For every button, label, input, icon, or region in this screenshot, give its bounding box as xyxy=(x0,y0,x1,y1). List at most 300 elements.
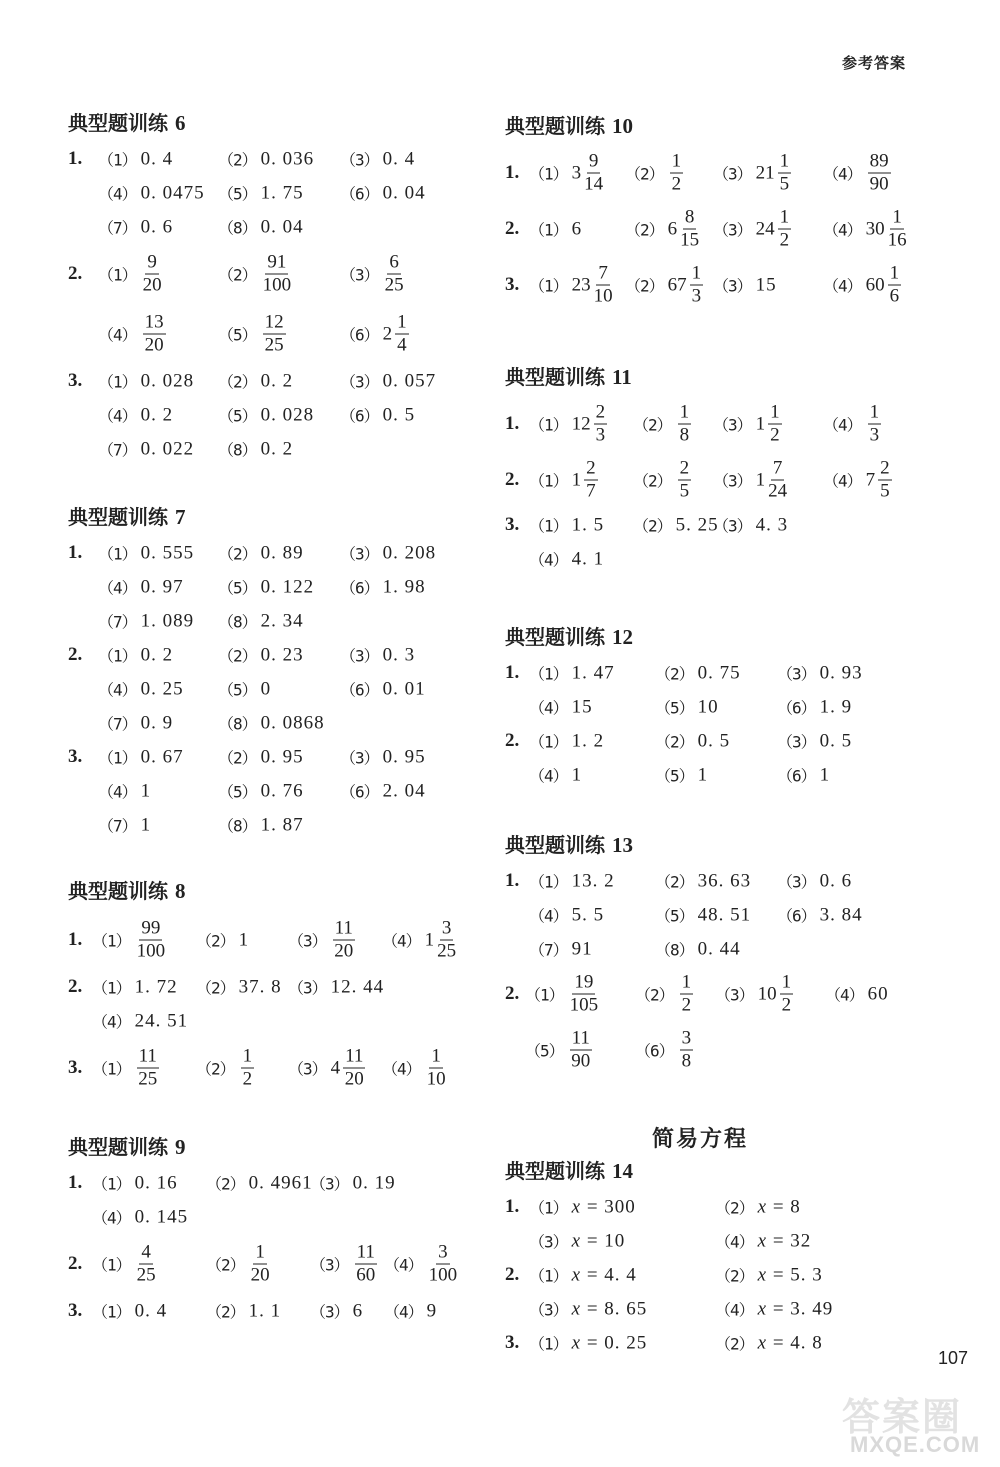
item-label: （7） xyxy=(98,218,137,238)
item-label: （2） xyxy=(655,872,694,892)
denominator: 20 xyxy=(250,1264,270,1286)
answer-value xyxy=(141,678,184,700)
answer-row xyxy=(68,706,325,740)
denominator: 8 xyxy=(681,1050,692,1072)
value-text: 0. 67 xyxy=(140,746,184,767)
numerator: 2 xyxy=(880,457,890,479)
item-label: （6） xyxy=(340,184,379,204)
answer-item xyxy=(340,644,415,667)
section-title-number: 12 xyxy=(611,625,633,649)
whole-number: 7 xyxy=(865,469,876,490)
numerator: 3 xyxy=(441,917,452,939)
answer-value xyxy=(141,182,205,204)
answer-value xyxy=(353,1300,364,1322)
answer-value xyxy=(758,1332,823,1354)
answer-value xyxy=(698,904,752,926)
section-title-number: 8 xyxy=(174,879,186,903)
item-label: （4） xyxy=(382,1059,421,1079)
item-label: （1） xyxy=(98,265,137,285)
variable-x: x xyxy=(571,1298,582,1319)
numerator: 89 xyxy=(869,150,889,172)
item-label: （7） xyxy=(98,612,137,632)
answer-value xyxy=(698,764,709,786)
answer-item xyxy=(529,662,615,685)
value-text: 1. 47 xyxy=(571,662,615,683)
item-label: （4） xyxy=(98,406,137,426)
value-text: 1. 98 xyxy=(382,576,426,597)
answer-item xyxy=(92,1206,188,1229)
answer-item xyxy=(525,1028,594,1073)
answer-value xyxy=(698,938,741,960)
denominator: 5 xyxy=(679,480,690,502)
denominator: 100 xyxy=(262,274,292,296)
value-text: 1 xyxy=(819,764,831,785)
value-text: 6 xyxy=(352,1300,364,1321)
answer-item xyxy=(206,1172,313,1195)
section-practice-12 xyxy=(505,618,863,792)
value-text: 0. 4961 xyxy=(248,1172,313,1193)
answer-value xyxy=(261,404,315,426)
numerator: 1 xyxy=(781,971,792,993)
question-number: 3. xyxy=(505,514,520,535)
item-label: （3） xyxy=(288,978,327,998)
fraction xyxy=(427,1046,446,1091)
fraction xyxy=(888,263,902,308)
whole-number: 3 xyxy=(571,162,582,183)
item-label: （2） xyxy=(218,544,257,564)
denominator: 2 xyxy=(779,229,790,251)
answer-item xyxy=(218,678,271,701)
item-label: （5） xyxy=(218,680,257,700)
item-label: （2） xyxy=(635,985,674,1005)
fraction xyxy=(241,1046,255,1091)
item-label: （1） xyxy=(529,732,568,752)
answer-item xyxy=(92,1010,188,1033)
value-text: 13. 2 xyxy=(571,870,615,891)
value-text: 0. 16 xyxy=(134,1172,178,1193)
section-title-text: 典型题训练 xyxy=(505,114,605,138)
item-label: （5） xyxy=(218,578,257,598)
answer-item xyxy=(288,976,384,999)
item-label: （4） xyxy=(92,1012,131,1032)
answer-value xyxy=(261,576,315,598)
item-label: （2） xyxy=(196,931,235,951)
item-label: （1） xyxy=(92,1255,131,1275)
answer-item xyxy=(635,1028,695,1073)
answer-value xyxy=(239,929,250,951)
question-number: 1. xyxy=(68,542,83,563)
answer-value xyxy=(141,404,174,426)
item-label: （8） xyxy=(218,714,257,734)
item-label: （3） xyxy=(310,1302,349,1322)
item-label: （3） xyxy=(288,1059,327,1079)
answer-item xyxy=(218,216,304,239)
answer-item xyxy=(529,1264,637,1287)
answer-value xyxy=(141,746,184,768)
item-label: （6） xyxy=(340,680,379,700)
value-text: = 5. 3 xyxy=(767,1264,823,1285)
answer-row xyxy=(505,1258,823,1292)
whole-number: 4 xyxy=(330,1057,341,1078)
item-label: （5） xyxy=(218,325,257,345)
answer-item xyxy=(98,814,151,837)
answer-value xyxy=(261,216,304,238)
value-text: 0. 04 xyxy=(260,216,304,237)
fraction xyxy=(395,312,409,357)
value-text: 1 xyxy=(238,929,250,950)
value-text: = 4. 4 xyxy=(581,1264,637,1285)
question-number: 2. xyxy=(68,644,83,665)
numerator: 2 xyxy=(679,457,690,479)
value-text: 1 xyxy=(697,764,709,785)
answer-row xyxy=(505,508,789,542)
answer-row xyxy=(68,638,416,672)
numerator: 1 xyxy=(671,150,682,172)
fraction xyxy=(690,263,704,308)
answer-item xyxy=(196,929,249,952)
denominator: 14 xyxy=(584,173,604,195)
numerator: 11 xyxy=(571,1027,590,1049)
answer-item xyxy=(715,1230,811,1253)
question-number: 1. xyxy=(505,870,520,891)
value-text: 0. 6 xyxy=(140,216,174,237)
value-text: 0. 04 xyxy=(382,182,426,203)
question-number: 1. xyxy=(505,162,520,183)
variable-x: x xyxy=(571,1264,582,1285)
answer-row xyxy=(68,1166,396,1200)
item-label: （1） xyxy=(92,1302,131,1322)
item-label: （2） xyxy=(715,1266,754,1286)
answer-value xyxy=(135,1010,189,1032)
answer-value xyxy=(141,644,174,666)
answer-item xyxy=(777,870,852,893)
variable-x: x xyxy=(571,1196,582,1217)
value-text: 0. 9 xyxy=(140,712,174,733)
answer-item xyxy=(529,696,593,719)
value-text: 0. 057 xyxy=(382,370,437,391)
value-text: 0. 4 xyxy=(382,148,416,169)
answer-item xyxy=(715,1298,833,1321)
item-label: （3） xyxy=(529,1232,568,1252)
answer-item xyxy=(340,404,415,427)
value-text: 0. 75 xyxy=(697,662,741,683)
answer-row xyxy=(505,145,889,201)
denominator: 8 xyxy=(679,424,690,446)
whole-number: 67 xyxy=(667,274,687,295)
denominator: 60 xyxy=(356,1264,376,1286)
answer-item xyxy=(713,151,793,196)
answer-row xyxy=(68,1038,446,1098)
item-label: （3） xyxy=(715,985,754,1005)
fraction xyxy=(780,972,794,1017)
answer-item xyxy=(288,918,357,963)
answer-item xyxy=(310,1242,379,1287)
item-label: （7） xyxy=(98,714,137,734)
numerator: 1 xyxy=(770,401,780,423)
answer-row xyxy=(68,432,294,466)
item-label: （1） xyxy=(98,646,137,666)
answer-item xyxy=(98,370,194,393)
answer-item xyxy=(625,263,705,308)
answer-row xyxy=(68,176,426,210)
answer-value xyxy=(572,870,615,892)
answer-value xyxy=(261,370,294,392)
answer-value xyxy=(141,814,152,836)
whole-number: 30 xyxy=(865,218,885,239)
question-number: 2. xyxy=(505,218,520,239)
answer-value xyxy=(758,1298,834,1320)
answer-item xyxy=(218,576,314,599)
item-label: （6） xyxy=(635,1041,674,1061)
fraction xyxy=(868,151,891,196)
question-number: 3. xyxy=(505,1332,520,1353)
item-label: （1） xyxy=(98,544,137,564)
answer-row xyxy=(68,210,304,244)
answer-value xyxy=(572,904,605,926)
section-practice-7 xyxy=(68,498,437,842)
item-label: （4） xyxy=(98,680,137,700)
denominator: 25 xyxy=(136,1264,156,1286)
answer-row xyxy=(505,201,907,257)
fraction xyxy=(670,151,684,196)
answer-item xyxy=(218,438,293,461)
answer-item xyxy=(340,678,426,701)
section-title-number: 14 xyxy=(611,1159,633,1183)
answer-row xyxy=(505,724,853,758)
item-label: （7） xyxy=(98,440,137,460)
answer-value xyxy=(353,1172,396,1194)
denominator: 3 xyxy=(595,424,606,446)
item-label: （3） xyxy=(310,1174,349,1194)
answer-item xyxy=(529,402,609,447)
whole-number: 6 xyxy=(667,218,678,239)
section-title-number: 10 xyxy=(611,114,633,138)
answer-row xyxy=(68,570,426,604)
answer-value xyxy=(383,746,426,768)
denominator: 5 xyxy=(779,173,790,195)
item-label: （1） xyxy=(529,516,568,536)
fraction xyxy=(437,918,456,963)
section-title xyxy=(68,872,185,910)
answer-row xyxy=(505,966,889,1022)
fraction xyxy=(680,972,694,1017)
answer-row xyxy=(505,1190,801,1224)
item-label: （2） xyxy=(715,1334,754,1354)
answer-item xyxy=(310,1172,396,1195)
answer-value xyxy=(383,370,437,392)
fraction xyxy=(137,1046,159,1091)
answer-row xyxy=(68,1004,189,1038)
section-title xyxy=(68,498,185,536)
section-title-text: 典型题训练 xyxy=(505,625,605,649)
item-label: （1） xyxy=(529,415,568,435)
answer-row xyxy=(505,758,831,792)
section-practice-10 xyxy=(505,107,907,313)
answer-item xyxy=(825,983,889,1006)
denominator: 24 xyxy=(768,480,788,502)
denominator: 2 xyxy=(681,994,692,1016)
item-label: （2） xyxy=(196,1059,235,1079)
item-label: （6） xyxy=(340,325,379,345)
item-label: （1） xyxy=(529,471,568,491)
answer-item xyxy=(98,746,184,769)
item-label: （4） xyxy=(529,906,568,926)
item-label: （2） xyxy=(218,265,257,285)
answer-row xyxy=(505,932,741,966)
fraction xyxy=(584,151,603,196)
fraction xyxy=(570,1028,592,1073)
item-label: （1） xyxy=(529,664,568,684)
answer-item xyxy=(206,1242,272,1287)
answer-item xyxy=(218,182,304,205)
item-label: （6） xyxy=(340,578,379,598)
item-label: （4） xyxy=(715,1232,754,1252)
answer-value xyxy=(261,814,304,836)
section-practice-9 xyxy=(68,1128,458,1328)
value-text: 0. 2 xyxy=(260,438,294,459)
answer-item xyxy=(340,182,426,205)
answer-item xyxy=(218,542,304,565)
value-text: 91 xyxy=(571,938,593,959)
answer-item xyxy=(713,458,789,503)
answer-item xyxy=(98,182,205,205)
denominator: 20 xyxy=(142,274,162,296)
numerator: 12 xyxy=(264,311,284,333)
value-text: 0. 5 xyxy=(697,730,731,751)
answer-item xyxy=(777,696,852,719)
denominator: 20 xyxy=(334,940,354,962)
answer-row xyxy=(68,304,407,364)
numerator: 2 xyxy=(586,457,596,479)
section-practice-8 xyxy=(68,872,457,1098)
answer-item xyxy=(625,151,685,196)
answer-row xyxy=(505,257,900,313)
value-text: = 8 xyxy=(767,1196,801,1217)
answer-item xyxy=(529,730,604,753)
numerator: 3 xyxy=(681,1027,692,1049)
numerator: 1 xyxy=(397,311,407,333)
numerator: 1 xyxy=(255,1241,265,1263)
answer-value xyxy=(698,870,752,892)
fraction xyxy=(678,458,692,503)
numerator: 9 xyxy=(588,150,599,172)
value-text: 0. 555 xyxy=(140,542,195,563)
answer-item xyxy=(196,1046,256,1091)
watermark xyxy=(830,1388,995,1460)
question-number: 1. xyxy=(68,1172,83,1193)
item-label: （5） xyxy=(218,406,257,426)
answer-item xyxy=(529,870,615,893)
answer-item xyxy=(218,404,314,427)
value-text: 1 xyxy=(140,780,152,801)
value-text: 0. 0475 xyxy=(140,182,205,203)
item-label: （2） xyxy=(633,471,672,491)
answer-item xyxy=(777,662,863,685)
value-text: 60 xyxy=(867,983,889,1004)
question-number: 2. xyxy=(68,976,83,997)
question-number: 2. xyxy=(505,983,520,1004)
variable-x: x xyxy=(757,1332,768,1353)
answer-item xyxy=(218,610,304,633)
answer-value xyxy=(261,644,304,666)
answer-value xyxy=(141,438,195,460)
item-label: （4） xyxy=(98,325,137,345)
answer-item xyxy=(98,404,173,427)
answer-item xyxy=(218,644,304,667)
answer-item xyxy=(715,1264,823,1287)
item-label: （6） xyxy=(340,406,379,426)
value-text: = 32 xyxy=(767,1230,812,1251)
answer-value xyxy=(820,662,863,684)
question-number: 3. xyxy=(505,274,520,295)
item-label: （1） xyxy=(98,372,137,392)
section-title-number: 7 xyxy=(174,505,186,529)
answer-item xyxy=(625,207,701,252)
value-text: 5. 25 xyxy=(675,514,719,535)
answer-value xyxy=(383,404,416,426)
answer-row xyxy=(505,542,632,576)
item-label: （4） xyxy=(98,578,137,598)
value-text: 37. 8 xyxy=(238,976,282,997)
numerator: 1 xyxy=(779,206,790,228)
numerator: 7 xyxy=(598,262,608,284)
question-number: 3. xyxy=(68,1057,83,1078)
item-label: （7） xyxy=(98,816,137,836)
item-label: （4） xyxy=(384,1302,423,1322)
answer-item xyxy=(218,312,288,357)
answer-item xyxy=(218,780,304,803)
section-title-number: 11 xyxy=(611,365,632,389)
value-text: = 300 xyxy=(581,1196,636,1217)
answer-row xyxy=(68,1294,438,1328)
answer-value xyxy=(383,780,426,802)
section-title-number: 6 xyxy=(174,111,186,135)
numerator: 1 xyxy=(681,971,692,993)
question-number: 3. xyxy=(68,1300,83,1321)
fraction xyxy=(680,1028,694,1073)
fraction xyxy=(263,312,286,357)
answer-value xyxy=(239,976,282,998)
value-text: 0. 4 xyxy=(134,1300,168,1321)
answer-item xyxy=(310,1300,363,1323)
item-label: （2） xyxy=(196,978,235,998)
answer-row xyxy=(505,1022,692,1078)
answer-value xyxy=(261,610,304,632)
item-label: （8） xyxy=(655,940,694,960)
answer-item xyxy=(529,1332,647,1355)
item-label: （4） xyxy=(529,766,568,786)
variable-x: x xyxy=(757,1298,768,1319)
answer-value xyxy=(383,542,437,564)
item-label: （3） xyxy=(777,732,816,752)
item-label: （2） xyxy=(218,150,257,170)
fraction xyxy=(680,207,699,252)
answer-row xyxy=(68,910,457,970)
whole-number: 10 xyxy=(757,983,777,1004)
answer-item xyxy=(98,148,173,171)
answer-item xyxy=(218,746,304,769)
item-label: （8） xyxy=(218,816,257,836)
answer-item xyxy=(713,274,777,297)
numerator: 1 xyxy=(679,401,690,423)
section-title xyxy=(68,104,185,142)
item-label: （2） xyxy=(206,1302,245,1322)
value-text: 0 xyxy=(260,678,272,699)
item-label: （2） xyxy=(206,1255,245,1275)
answer-item xyxy=(340,148,415,171)
answer-value xyxy=(135,1172,178,1194)
value-text: 2. 04 xyxy=(382,780,426,801)
